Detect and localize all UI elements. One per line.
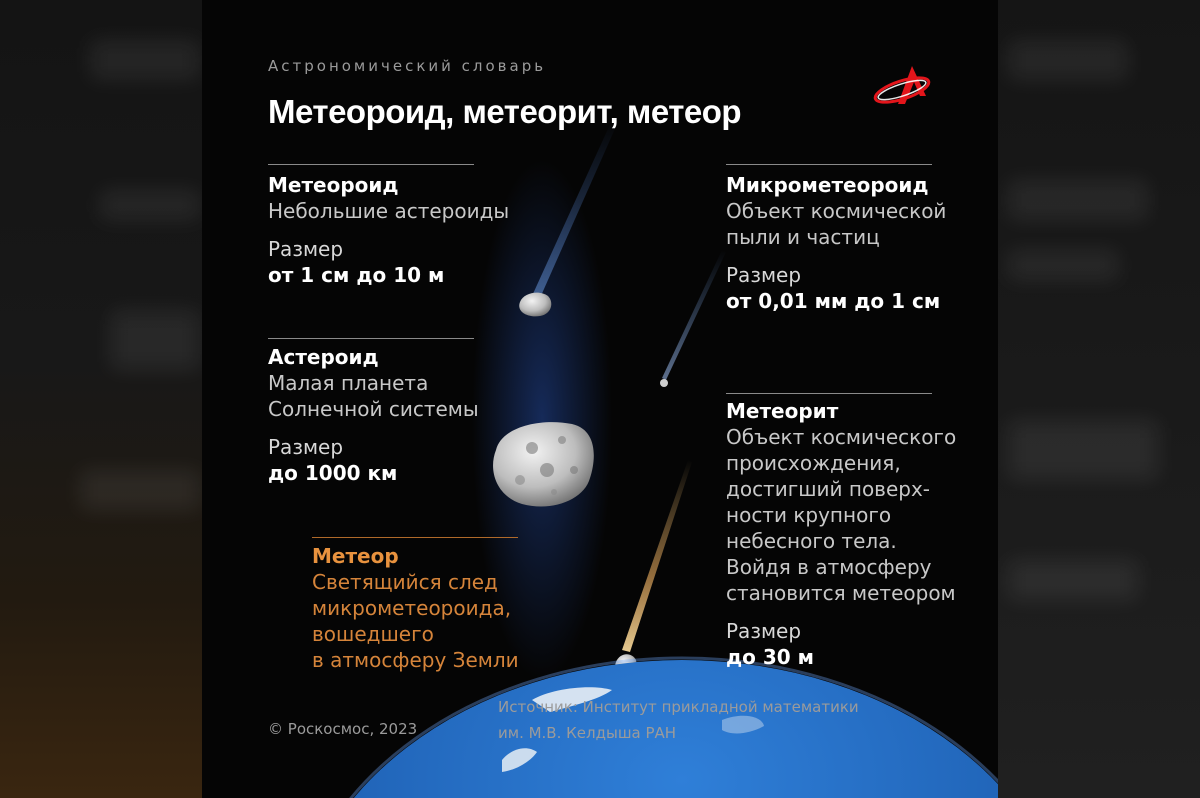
- copyright-text: © Роскосмос, 2023: [268, 720, 418, 738]
- divider-meteor: [312, 537, 518, 538]
- meteoroid-heading: Метеороид: [268, 173, 399, 197]
- dictionary-eyebrow: Астрономический словарь: [268, 57, 547, 75]
- block-meteoroid: [268, 172, 509, 288]
- block-meteorite: [726, 398, 956, 670]
- block-micrometeoroid: [726, 172, 946, 314]
- block-meteor: [312, 543, 519, 673]
- divider-meteoroid: [268, 164, 474, 165]
- meteoroid-size-label: Размер: [268, 237, 344, 261]
- divider-micrometeoroid: [726, 164, 932, 165]
- micrometeoroid-heading: Микрометеороид: [726, 173, 929, 197]
- micrometeoroid-desc: Объект космической пыли и частиц: [726, 199, 947, 249]
- divider-meteorite: [726, 393, 932, 394]
- source-text: Источник: Институт прикладной математики им. М.В. Келдыша РАН: [498, 698, 859, 742]
- blurred-backdrop-right: [998, 0, 1200, 798]
- asteroid-size-label: Размер: [268, 435, 344, 459]
- meteorite-desc: Объект космического происхождения, достигший поверх- ности крупного небесного тела. Войдя в атмосферу становится метеором: [726, 425, 957, 605]
- micrometeoroid-size-value: от 0,01 мм до 1 см: [726, 289, 941, 313]
- asteroid-heading: Астероид: [268, 345, 379, 369]
- divider-asteroid: [268, 338, 474, 339]
- meteorite-size-value: до 30 м: [726, 645, 814, 669]
- meteorite-trail: [622, 460, 692, 652]
- meteoroid-desc: Небольшие астероиды: [268, 199, 510, 223]
- meteoroid-size-value: от 1 см до 10 м: [268, 263, 445, 287]
- meteor-desc: Светящийся след микрометеороида, вошедшего в атмосферу Земли: [312, 570, 519, 672]
- micrometeoroid-trail: [662, 250, 726, 380]
- meteorite-heading: Метеорит: [726, 399, 839, 423]
- asteroid-size-value: до 1000 км: [268, 461, 398, 485]
- page-title: Метеороид, метеорит, метеор: [268, 93, 742, 130]
- meteorite-size-label: Размер: [726, 619, 802, 643]
- asteroid-rock: [493, 422, 594, 506]
- block-asteroid: [268, 344, 479, 486]
- asteroid-desc: Малая планета Солнечной системы: [268, 371, 479, 421]
- infographic-card: [202, 0, 998, 798]
- micrometeoroid-size-label: Размер: [726, 263, 802, 287]
- micrometeoroid-rock: [660, 379, 668, 387]
- blurred-backdrop-left: [0, 0, 202, 798]
- meteor-heading: Метеор: [312, 544, 399, 568]
- roscosmos-logo-icon: [872, 64, 938, 108]
